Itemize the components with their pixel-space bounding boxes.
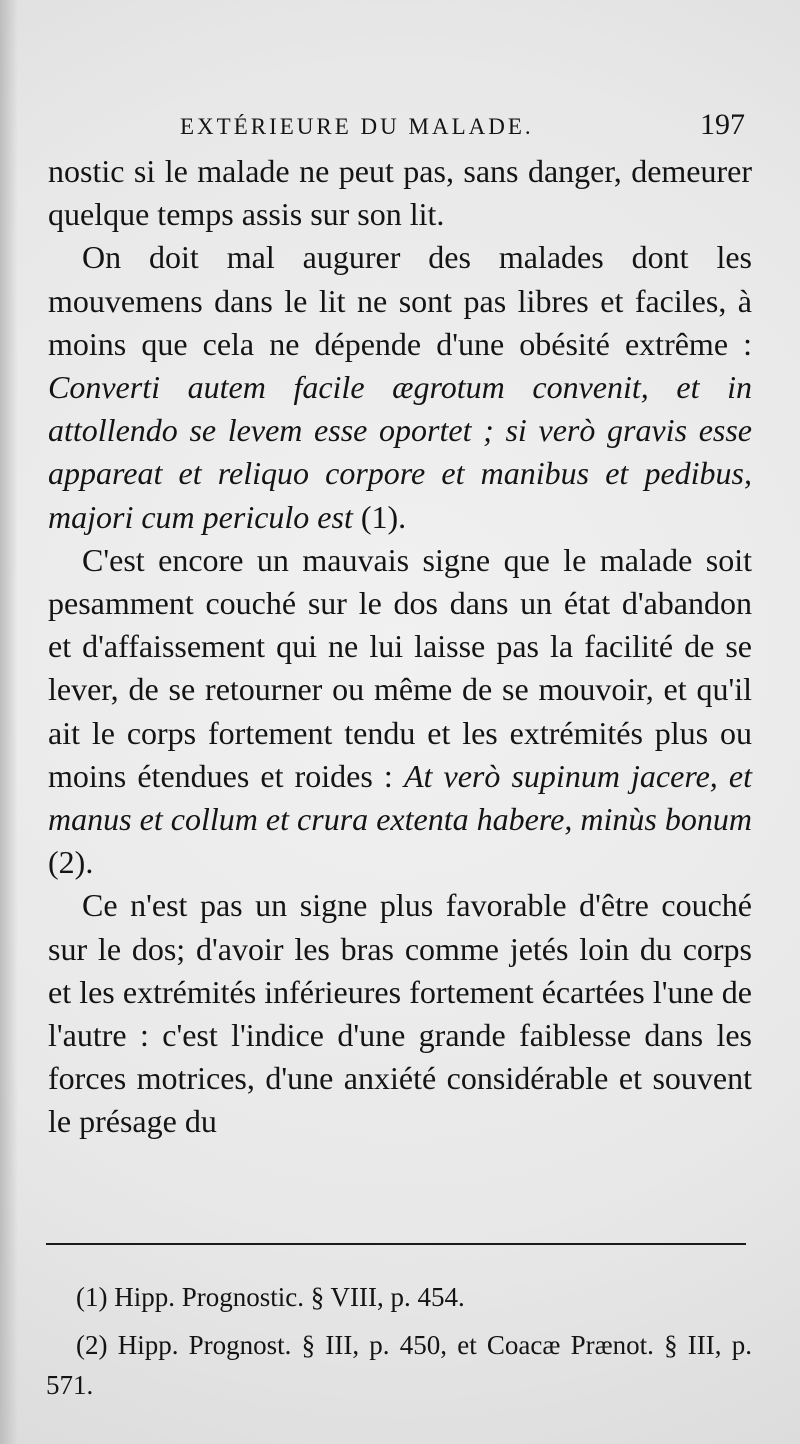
latin-quote-1: Converti autem facile ægrotum convenit, et in attollendo se levem esse oportet ; si verò gravis esse appareat et reliquo corpore et manibus et pedibus, majori cum periculo est (48, 369, 752, 535)
footnote-ref-1: (1). (352, 498, 407, 535)
paragraph-3-text: C'est encore un mauvais signe que le malade soit pesamment couché sur le dos dans un état d'abandon et d'affaissement qui ne lui laisse pas la facilité de se lever, de se retourner ou même de se mouvoir, et qu'il ait le corps fortement tendu et les extrémités plus ou moins étendues et roides : (48, 541, 752, 794)
footnote-ref-2: (2). (48, 844, 94, 881)
main-text (48, 150, 752, 1144)
paragraph-1: nostic si le malade ne peut pas, sans danger, demeurer quelque temps assis sur son lit. (48, 153, 752, 233)
page-gutter-shadow (0, 0, 18, 1444)
running-head: EXTÉRIEURE DU MALADE. (180, 114, 534, 139)
paragraph-2 (48, 236, 752, 538)
paragraph-3 (48, 539, 752, 885)
footnote-2: (2) Hipp. Prognost. § III, p. 450, et Coacæ Prænot. § III, p. 571. (46, 1330, 752, 1400)
paragraph-2-text: On doit mal augurer des malades dont les mouvemens dans le lit ne sont pas libres et faciles, à moins que cela ne dépende d'une obésité extrême : (48, 239, 752, 362)
footnote-rule (46, 1243, 746, 1245)
footnote-1: (1) Hipp. Prognostic. § VIII, p. 454. (76, 1282, 465, 1312)
page-number: 197 (700, 108, 745, 141)
footnotes (46, 1277, 752, 1413)
page-header (180, 108, 745, 142)
latin-quote-2: At verò supinum jacere, et manus et collum et crura extenta habere, minùs bonum (48, 757, 753, 838)
paragraph-4: Ce n'est pas un signe plus favorable d'être couché sur le dos; d'avoir les bras comme jetés loin du corps et les extrémités inférieures fortement écartées l'une de l'autre : c'est l'indice d'une grande faiblesse dans les forces motrices, d'une anxiété considérable et souvent le présage du (48, 887, 752, 1140)
